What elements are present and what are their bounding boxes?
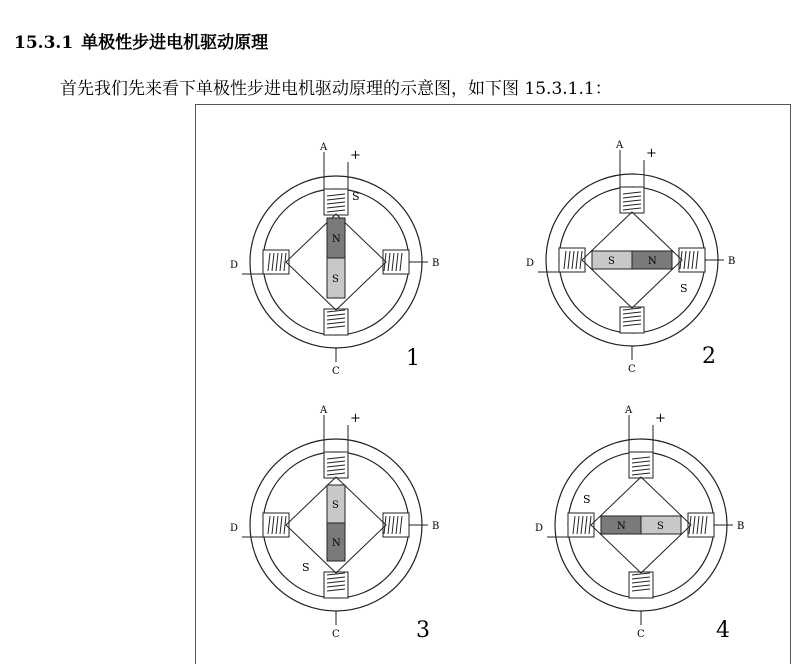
magnet-pole-label: N xyxy=(648,256,657,267)
stator-pole-label: S xyxy=(302,561,310,574)
step-number: 2 xyxy=(702,344,716,369)
section-heading xyxy=(14,28,268,53)
stator-pole-label: S xyxy=(583,493,591,506)
intro-paragraph: 首先我们先来看下单极性步进电机驱动原理的示意图，如下图 15.3.1.1： xyxy=(60,79,612,99)
motor-panel-3 xyxy=(230,405,439,643)
section-number: 15.3.1 xyxy=(14,33,74,53)
phase-label-d: D xyxy=(230,523,239,534)
stepper-motor-figure xyxy=(195,104,791,664)
phase-label-d: D xyxy=(526,258,535,269)
plus-label: + xyxy=(646,146,657,161)
phase-label-b: B xyxy=(737,521,745,532)
plus-label: + xyxy=(655,411,666,426)
stator-pole-label: S xyxy=(352,190,360,203)
plus-label: + xyxy=(350,148,361,163)
phase-label-a: A xyxy=(625,405,633,416)
phase-label-b: B xyxy=(432,521,440,532)
step-number: 1 xyxy=(406,346,420,371)
stator-pole-label: S xyxy=(680,282,688,295)
magnet-pole-label: N xyxy=(617,521,626,532)
magnet-pole-label: N xyxy=(332,538,341,549)
motor-panel-2 xyxy=(526,140,735,375)
phase-label-d: D xyxy=(230,260,239,271)
phase-label-c: C xyxy=(628,364,636,375)
magnet-pole-label: N xyxy=(332,234,341,245)
phase-label-d: D xyxy=(535,523,544,534)
magnet-pole-label: S xyxy=(608,256,615,267)
phase-label-a: A xyxy=(320,405,328,416)
section-title: 单极性步进电机驱动原理 xyxy=(81,33,269,53)
motor-panel-1 xyxy=(230,142,439,377)
magnet-pole-label: S xyxy=(332,500,339,511)
stepper-motor-diagram xyxy=(196,105,792,665)
phase-label-c: C xyxy=(332,629,340,640)
phase-label-a: A xyxy=(320,142,328,153)
motor-panel-4 xyxy=(535,405,744,643)
plus-label: + xyxy=(350,411,361,426)
step-number: 3 xyxy=(416,618,430,643)
phase-label-b: B xyxy=(432,258,440,269)
phase-label-b: B xyxy=(728,256,736,267)
step-number: 4 xyxy=(716,618,730,643)
phase-label-c: C xyxy=(332,366,340,377)
phase-label-c: C xyxy=(637,629,645,640)
magnet-pole-label: S xyxy=(657,521,664,532)
phase-label-a: A xyxy=(616,140,624,151)
magnet-pole-label: S xyxy=(332,274,339,285)
